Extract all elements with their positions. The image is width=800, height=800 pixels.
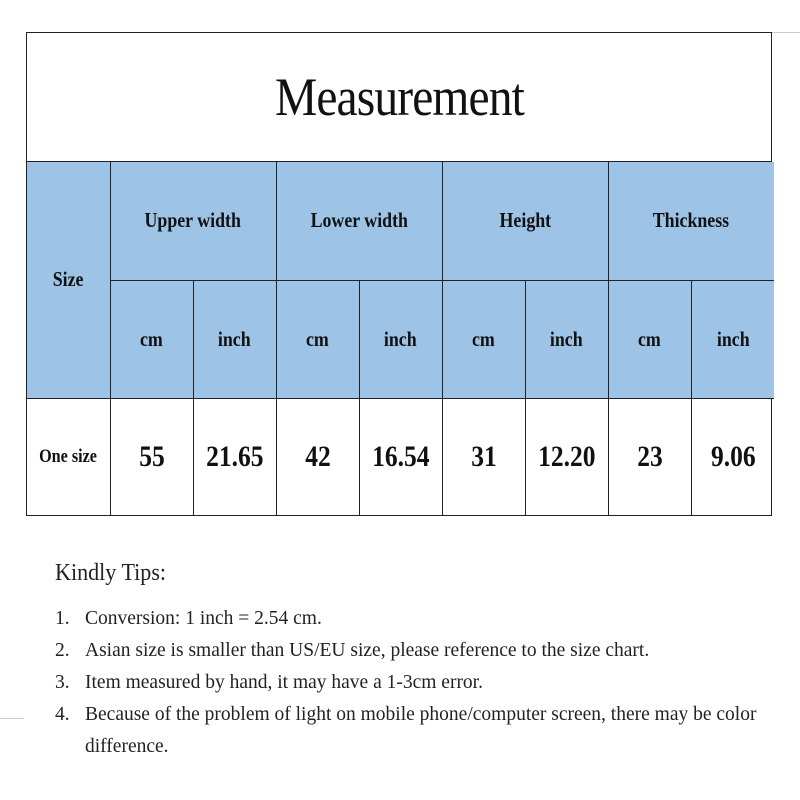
header-upper-width: Upper width bbox=[110, 162, 276, 280]
value-cell: 12.20 bbox=[525, 398, 608, 515]
unit-inch: inch bbox=[359, 280, 442, 398]
value-cell: 55 bbox=[110, 398, 193, 515]
list-number: 4. bbox=[55, 704, 70, 725]
value-cell: 21.65 bbox=[193, 398, 276, 515]
size-chart bbox=[26, 32, 772, 516]
table-row bbox=[27, 398, 774, 515]
header-thickness: Thickness bbox=[608, 162, 774, 280]
value-cell: 23 bbox=[608, 398, 691, 515]
title-row bbox=[27, 33, 771, 162]
list-number: 1. bbox=[55, 608, 70, 629]
row-label: One size bbox=[27, 398, 110, 515]
value-cell: 31 bbox=[442, 398, 525, 515]
value-cell: 16.54 bbox=[359, 398, 442, 515]
header-lower-width: Lower width bbox=[276, 162, 442, 280]
tips-title: Kindly Tips: bbox=[55, 560, 167, 586]
unit-cm: cm bbox=[276, 280, 359, 398]
list-number: 3. bbox=[55, 672, 70, 693]
size-header: Size bbox=[27, 162, 110, 398]
list-text: Asian size is smaller than US/EU size, please reference to the size chart. bbox=[85, 640, 650, 661]
header-height: Height bbox=[442, 162, 608, 280]
list-item bbox=[55, 603, 775, 635]
unit-cm: cm bbox=[608, 280, 691, 398]
list-item bbox=[55, 699, 775, 763]
list-text: Because of the problem of light on mobile phone/computer screen, there may be color difference. bbox=[85, 704, 757, 757]
value-cell: 42 bbox=[276, 398, 359, 515]
list-number: 2. bbox=[55, 640, 70, 661]
unit-cm: cm bbox=[110, 280, 193, 398]
list-text: Conversion: 1 inch = 2.54 cm. bbox=[85, 608, 322, 629]
page-title: Measurement bbox=[274, 67, 524, 127]
unit-inch: inch bbox=[691, 280, 774, 398]
list-text: Item measured by hand, it may have a 1-3cm error. bbox=[85, 672, 483, 693]
list-item bbox=[55, 635, 775, 667]
size-table bbox=[27, 162, 774, 515]
side-divider bbox=[0, 718, 24, 719]
value-cell: 9.06 bbox=[691, 398, 774, 515]
unit-cm: cm bbox=[442, 280, 525, 398]
tips-section bbox=[55, 560, 775, 763]
unit-inch: inch bbox=[525, 280, 608, 398]
edge-divider bbox=[772, 32, 800, 33]
tips-list bbox=[55, 603, 775, 763]
unit-inch: inch bbox=[193, 280, 276, 398]
list-item bbox=[55, 667, 775, 699]
